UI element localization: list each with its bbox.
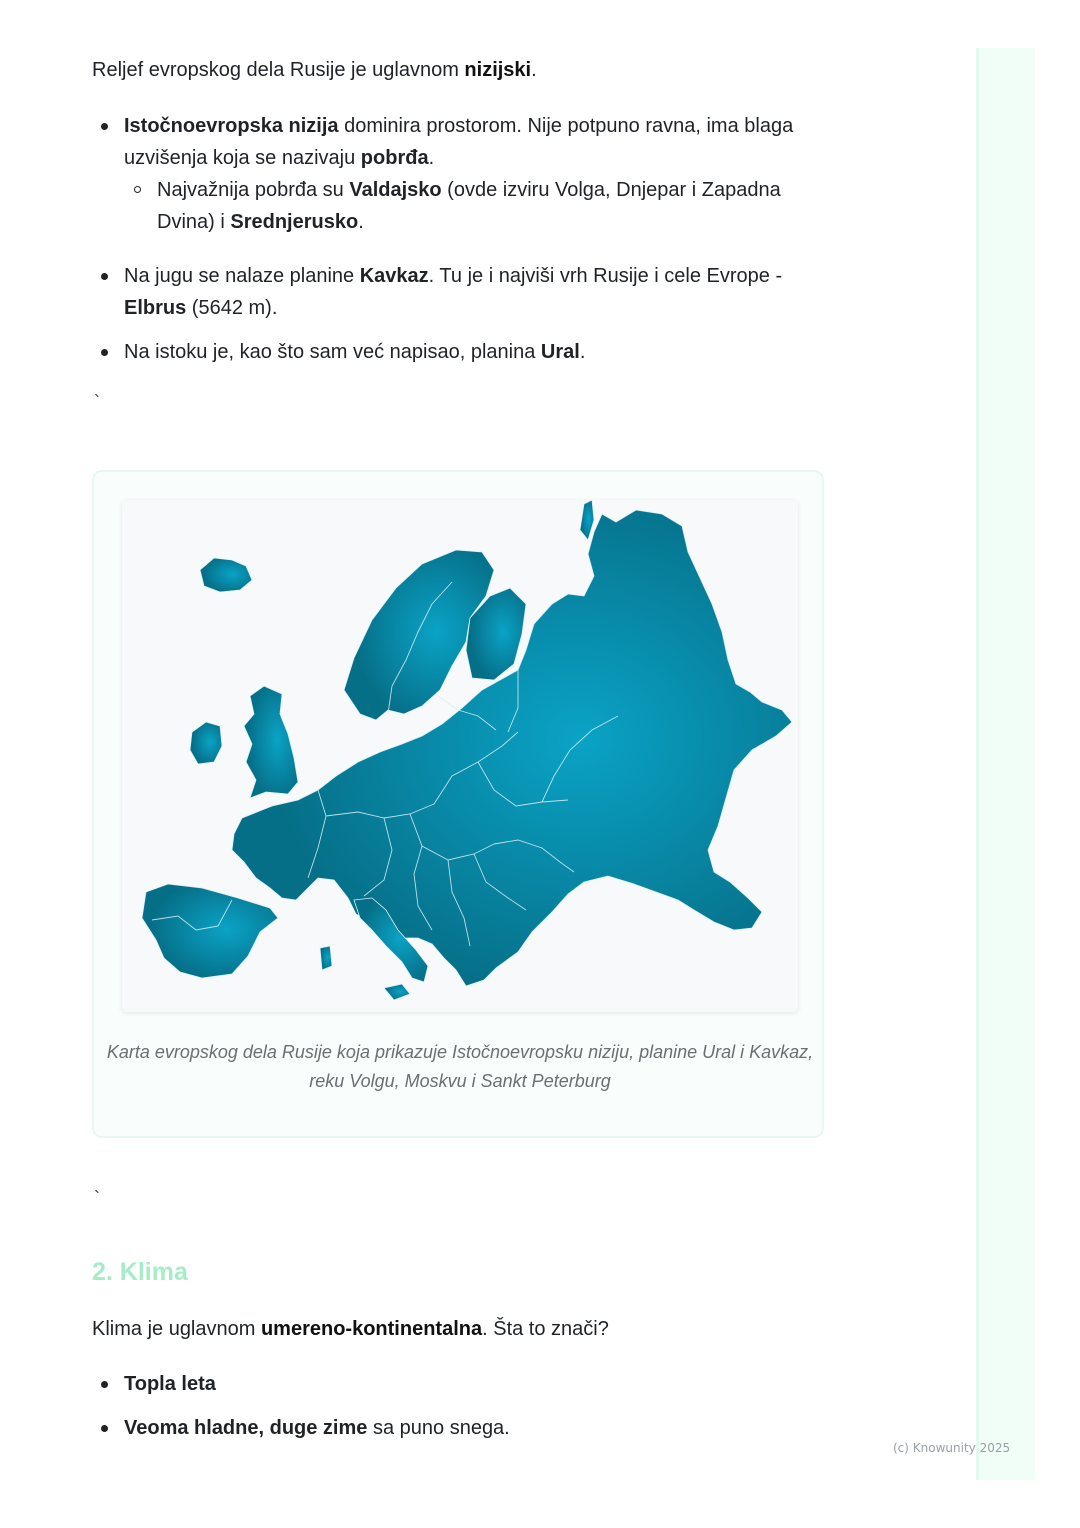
region-great-britain <box>244 686 298 798</box>
list-item-hills: Najvažnija pobrđa su Valdajsko (ovde izviru Volga, Dnjepar i Zapadna Dvina) i Srednjerusko. <box>124 174 832 238</box>
backtick-mark-2: ` <box>94 1188 100 1208</box>
copyright-footer: (c) Knowunity 2025 <box>893 1441 1011 1455</box>
list-item-ural: Na istoku je, kao što sam već napisao, planina Ural. <box>92 336 832 368</box>
region-sardinia <box>320 946 332 970</box>
side-margin-bar <box>976 48 1035 1480</box>
map-card <box>122 500 798 1012</box>
region-mainland <box>232 510 792 986</box>
backtick-mark: ` <box>94 392 100 412</box>
region-iceland <box>200 558 252 592</box>
sublist-hills <box>124 174 832 238</box>
europe-map-image <box>122 500 798 1012</box>
list-item-caucasus: Na jugu se nalaze planine Kavkaz. Tu je i najviši vrh Rusije i cele Evrope - Elbrus (5642 m). <box>92 260 832 324</box>
region-novaya-zemlya <box>580 500 594 540</box>
region-iberia <box>142 884 278 978</box>
map-caption: Karta evropskog dela Rusije koja prikazuje Istočnoevropsku niziju, planine Ural i Kavkaz, reku Volgu, Moskvu i Sankt Peterburg <box>106 1042 814 1091</box>
climate-list <box>92 1368 832 1444</box>
climate-intro: Klima je uglavnom umereno-kontinentalna. Šta to znači? <box>92 1318 609 1340</box>
region-sicily <box>384 984 410 1000</box>
region-ireland <box>190 722 222 764</box>
map-figure <box>92 470 824 1138</box>
list-item-winters: Veoma hladne, duge zime sa puno snega. <box>92 1412 832 1444</box>
list-item-summers: Topla leta <box>92 1368 832 1400</box>
section-heading-klima: 2. Klima <box>92 1258 188 1286</box>
relief-intro: Reljef evropskog dela Rusije je uglavnom nizijski. <box>92 59 537 81</box>
relief-list <box>92 110 832 368</box>
list-item-lowland: Istočnoevropska nizija dominira prostorom. Nije potpuno ravna, ima blaga uzvišenja koja se nazivaju pobrđa. Najvažnija pobrđa su Valdajsko (ovde izviru Volga, Dnjepar i Zapadna Dvina) i Srednjerusko. <box>92 110 832 238</box>
